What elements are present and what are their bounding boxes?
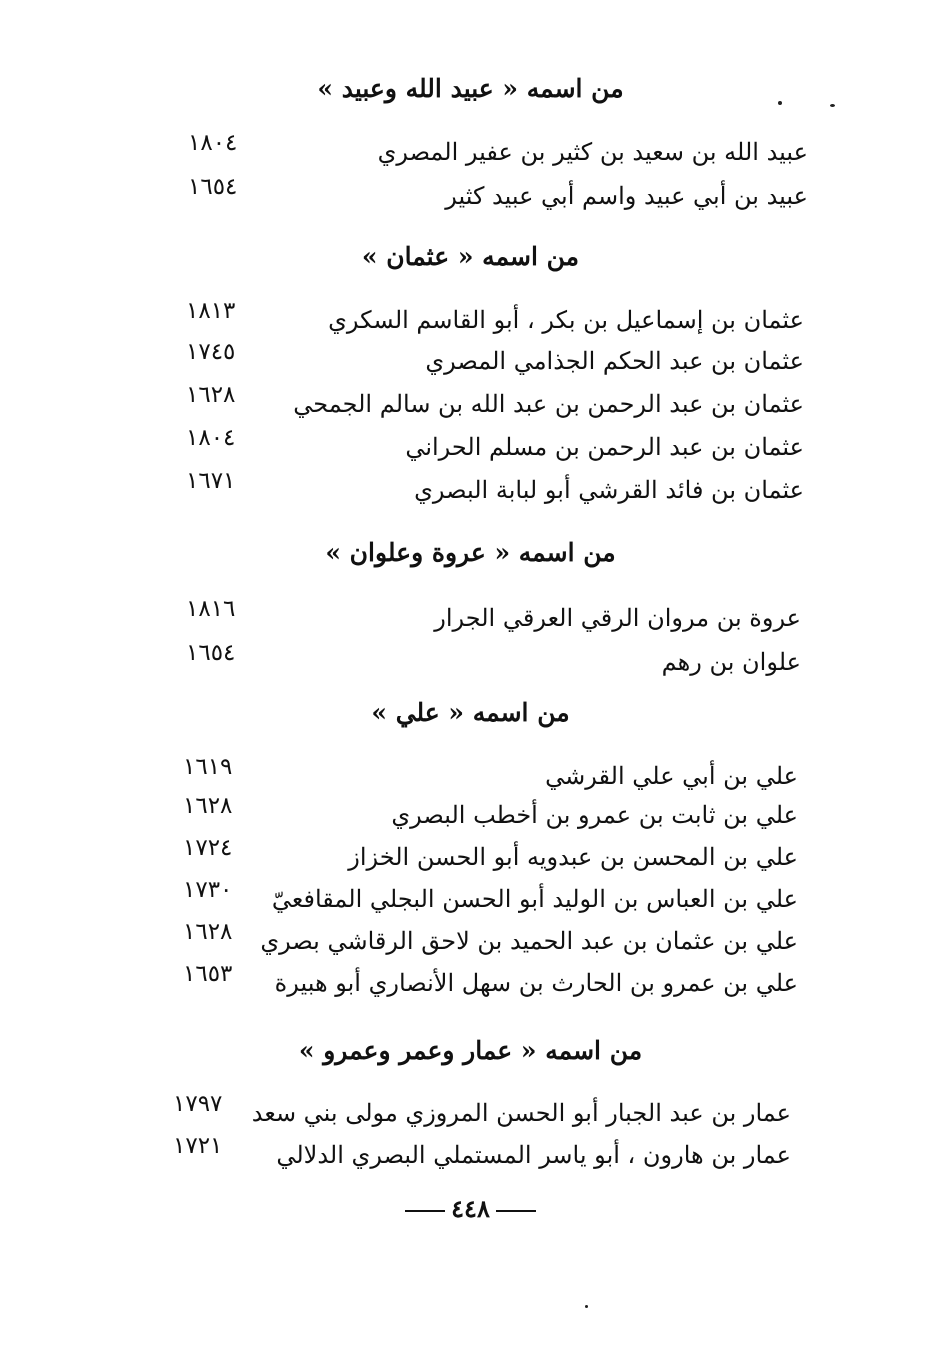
entry-number: ١٧٣٠	[183, 877, 233, 903]
index-entry	[0, 963, 941, 1003]
page-number-dash	[496, 1210, 536, 1212]
entry-name: عثمان بن إسماعيل بن بكر ، أبو القاسم السكري	[328, 306, 804, 334]
scan-speck	[830, 104, 835, 107]
entry-number: ١٨٠٤	[188, 130, 238, 156]
entry-number: ١٦٢٨	[186, 382, 236, 408]
entry-number: ١٦٧١	[186, 468, 236, 494]
entry-name: عبيد الله بن سعيد بن كثير بن عفير المصري	[377, 138, 808, 166]
entry-number: ١٦٢٨	[183, 793, 233, 819]
index-entry	[0, 837, 941, 877]
index-entry	[0, 176, 941, 216]
page-number-value: ٤٤٨	[451, 1194, 490, 1223]
index-entry	[0, 795, 941, 835]
index-entry	[0, 756, 941, 796]
page-number	[0, 1192, 941, 1226]
entry-number: ١٦٥٤	[186, 640, 236, 666]
entry-name: علي بن عثمان بن عبد الحميد بن لاحق الرقاشي بصري	[260, 927, 798, 955]
index-entry	[0, 427, 941, 467]
entry-number: ١٧٢١	[173, 1133, 223, 1159]
entry-number: ١٧٤٥	[186, 339, 236, 365]
entry-name: عثمان بن عبد الرحمن بن مسلم الحراني	[405, 433, 804, 461]
entry-number: ١٦١٩	[183, 754, 233, 780]
section-heading: من اسمه « علي »	[371, 698, 570, 727]
scan-speck	[585, 1305, 588, 1308]
entry-number: ١٧٩٧	[173, 1091, 223, 1117]
index-entry	[0, 642, 941, 682]
index-entry	[0, 470, 941, 510]
index-entry	[0, 598, 941, 638]
entry-number: ١٧٢٤	[183, 835, 233, 861]
section-heading: من اسمه « عبيد الله وعبيد »	[317, 74, 624, 103]
entry-name: عبيد بن أبي عبيد واسم أبي عبيد كثير	[445, 182, 808, 210]
entry-name: عمار بن هارون ، أبو ياسر المستملي البصري الدلالي	[276, 1141, 791, 1169]
index-entry	[0, 1135, 941, 1175]
entry-name: عثمان بن فائد القرشي أبو لبابة البصري	[414, 476, 804, 504]
index-entry	[0, 1093, 941, 1133]
entry-name: علي بن المحسن بن عبدويه أبو الحسن الخزاز	[348, 843, 798, 871]
entry-name: عروة بن مروان الرقي العرقي الجرار	[434, 604, 801, 632]
entry-number: ١٦٥٤	[188, 174, 238, 200]
entry-name: علي بن عمرو بن الحارث بن سهل الأنصاري أبو هبيرة	[274, 969, 798, 997]
scan-speck	[778, 101, 782, 105]
entry-number: ١٦٢٨	[183, 919, 233, 945]
section-heading: من اسمه « عمار وعمر وعمرو »	[298, 1036, 643, 1065]
entry-name: علي بن العباس بن الوليد أبو الحسن البجلي المقافعيّ	[271, 885, 798, 913]
entry-name: عمار بن عبد الجبار أبو الحسن المروزي مولى بني سعد	[251, 1099, 791, 1127]
entry-name: عثمان بن عبد الحكم الجذامي المصري	[425, 347, 804, 375]
entry-number: ١٦٥٣	[183, 961, 233, 987]
section-heading: من اسمه « عثمان »	[361, 242, 580, 271]
entry-name: علي بن أبي علي القرشي	[545, 762, 798, 790]
index-entry	[0, 384, 941, 424]
index-entry	[0, 341, 941, 381]
index-entry	[0, 132, 941, 172]
section-heading: من اسمه « عروة وعلوان »	[325, 538, 616, 567]
entry-name: علوان بن رهم	[661, 648, 801, 676]
index-entry	[0, 300, 941, 340]
entry-number: ١٨١٦	[186, 596, 236, 622]
index-entry	[0, 879, 941, 919]
page-number-dash	[405, 1210, 445, 1212]
entry-number: ١٨٠٤	[186, 425, 236, 451]
index-entry	[0, 921, 941, 961]
entry-name: علي بن ثابت بن عمرو بن أخطب البصري	[391, 801, 798, 829]
entry-number: ١٨١٣	[186, 298, 236, 324]
entry-name: عثمان بن عبد الرحمن بن عبد الله بن سالم الجمحي	[293, 390, 804, 418]
